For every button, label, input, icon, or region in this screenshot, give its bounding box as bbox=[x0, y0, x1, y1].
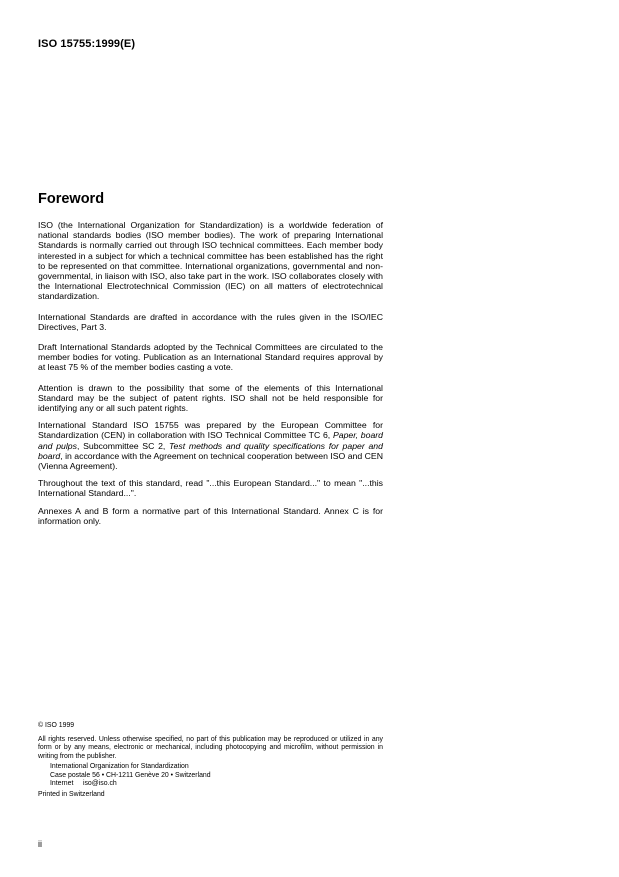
p5-committee-title: Paper, board and pulps bbox=[38, 430, 383, 451]
p5-text-c: , in accordance with the Agreement on technical cooperation between ISO and CEN (Vienna Agreement). bbox=[38, 450, 383, 472]
document-id: ISO 15755:1999(E) bbox=[38, 38, 136, 50]
copyright-notice: © ISO 1999 bbox=[38, 722, 75, 729]
foreword-body bbox=[38, 220, 383, 526]
p5-text-a: International Standard ISO 15755 was prepared by the European Committee for Standardization (CEN) in collaboration with ISO Technical Committee TC 6, bbox=[38, 420, 383, 441]
p5-subcommittee-title: Test methods and quality specifications for paper and board bbox=[38, 440, 383, 461]
page-number: ii bbox=[38, 839, 42, 849]
publisher-name: International Organization for Standardization bbox=[50, 763, 189, 770]
internet-contact: Internet iso@iso.ch bbox=[50, 780, 117, 787]
foreword-paragraph-3: Draft International Standards adopted by the Technical Committees are circulated to the member bodies for voting. Publication as an International Standard requires approval by at least 75 % of the member bodies casting a vote. bbox=[38, 342, 383, 373]
rights-statement: All rights reserved. Unless otherwise specified, no part of this publication may be reproduced or utilized in any form or by any means, electronic or mechanical, including photocopying and microfilm, without permission in writing from the publisher. bbox=[38, 735, 383, 760]
postal-address: Case postale 56 • CH-1211 Genève 20 • Switzerland bbox=[50, 771, 211, 779]
foreword-paragraph-1: ISO (the International Organization for Standardization) is a worldwide federation of national standards bodies (ISO member bodies). The work of preparing International Standards is normally carried out through ISO technical committees. Each member body interested in a subject for which a technical committee has been established has the right to be represented on that committee. International organizations, governmental and non-governmental, in liaison with ISO, also take part in the work. ISO collaborates closely with the International Electrotechnical Commission (IEC) on all matters of electrotechnical standardization. bbox=[38, 220, 383, 302]
foreword-paragraph-5 bbox=[38, 420, 383, 471]
publisher-address bbox=[38, 763, 383, 789]
foreword-heading: Foreword bbox=[38, 191, 105, 207]
p5-text-b: , Subcommittee SC 2, bbox=[76, 440, 170, 451]
copyright-block bbox=[38, 722, 383, 799]
foreword-paragraph-7: Annexes A and B form a normative part of this International Standard. Annex C is for information only. bbox=[38, 505, 383, 526]
foreword-paragraph-2: International Standards are drafted in accordance with the rules given in the ISO/IEC Directives, Part 3. bbox=[38, 311, 383, 332]
foreword-paragraph-4: Attention is drawn to the possibility that some of the elements of this International Standard may be the subject of patent rights. ISO shall not be held responsible for identifying any or all such patent rights. bbox=[38, 382, 383, 414]
foreword-paragraph-6: Throughout the text of this standard, read "...this European Standard..." to mean "...this International Standard...". bbox=[38, 478, 383, 499]
printed-in: Printed in Switzerland bbox=[38, 790, 105, 798]
